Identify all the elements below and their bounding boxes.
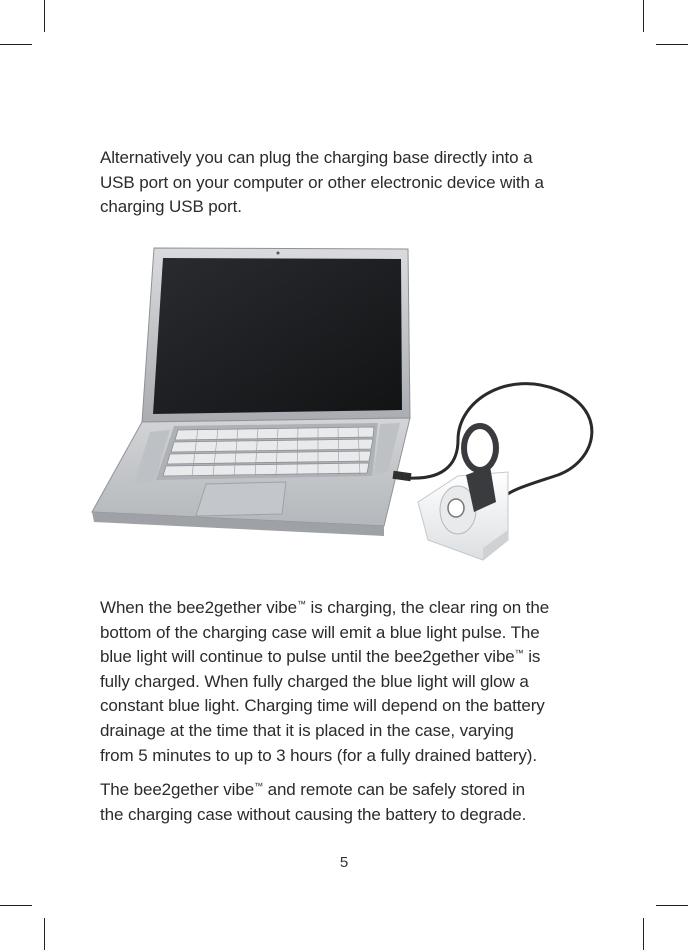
text-run: blue light will continue to pulse until the bee2gether vibe	[100, 647, 515, 667]
text-line	[100, 778, 600, 803]
charging-base	[418, 426, 508, 560]
laptop-lid	[142, 248, 410, 422]
crop-mark	[656, 905, 688, 906]
text-line: charging USB port.	[100, 197, 242, 217]
trademark-symbol: ™	[514, 648, 524, 659]
text-run: The bee2gether vibe	[100, 780, 255, 799]
laptop-charging-illustration	[88, 240, 608, 570]
text-run: and remote can be safely stored in	[262, 780, 526, 799]
page-number: 5	[339, 854, 349, 871]
charging-paragraph	[100, 596, 600, 768]
text-line	[100, 596, 600, 621]
text-run: is	[523, 647, 541, 667]
crop-mark	[0, 44, 32, 45]
text-line: constant blue light. Charging time will depend on the battery	[100, 696, 545, 716]
crop-mark	[656, 44, 688, 45]
device-ring	[464, 426, 496, 470]
text-line	[100, 645, 600, 670]
crop-mark	[0, 905, 32, 906]
crop-mark	[643, 918, 644, 950]
text-line: bottom of the charging case will emit a blue light pulse. The	[100, 622, 540, 642]
trademark-symbol: ™	[254, 781, 263, 791]
intro-paragraph	[100, 146, 600, 220]
trademark-symbol: ™	[297, 599, 306, 609]
crop-mark	[44, 918, 45, 950]
text-line: from 5 minutes to up to 3 hours (for a fully drained battery).	[100, 745, 537, 765]
text-run: is charging, the clear ring on the	[305, 598, 550, 617]
text-line: the charging case without causing the battery to degrade.	[100, 804, 527, 824]
text-run: When the bee2gether vibe	[100, 598, 298, 617]
storage-paragraph	[100, 778, 600, 827]
text-line: drainage at the time that it is placed in the case, varying	[100, 720, 514, 740]
text-line: Alternatively you can plug the charging base directly into a	[100, 148, 533, 167]
text-line: fully charged. When fully charged the blue light will glow a	[100, 671, 529, 691]
camera-icon	[277, 252, 280, 255]
crop-mark	[44, 0, 45, 32]
laptop-base	[92, 418, 411, 536]
crop-mark	[643, 0, 644, 32]
text-line: USB port on your computer or other electronic device with a	[100, 172, 544, 192]
